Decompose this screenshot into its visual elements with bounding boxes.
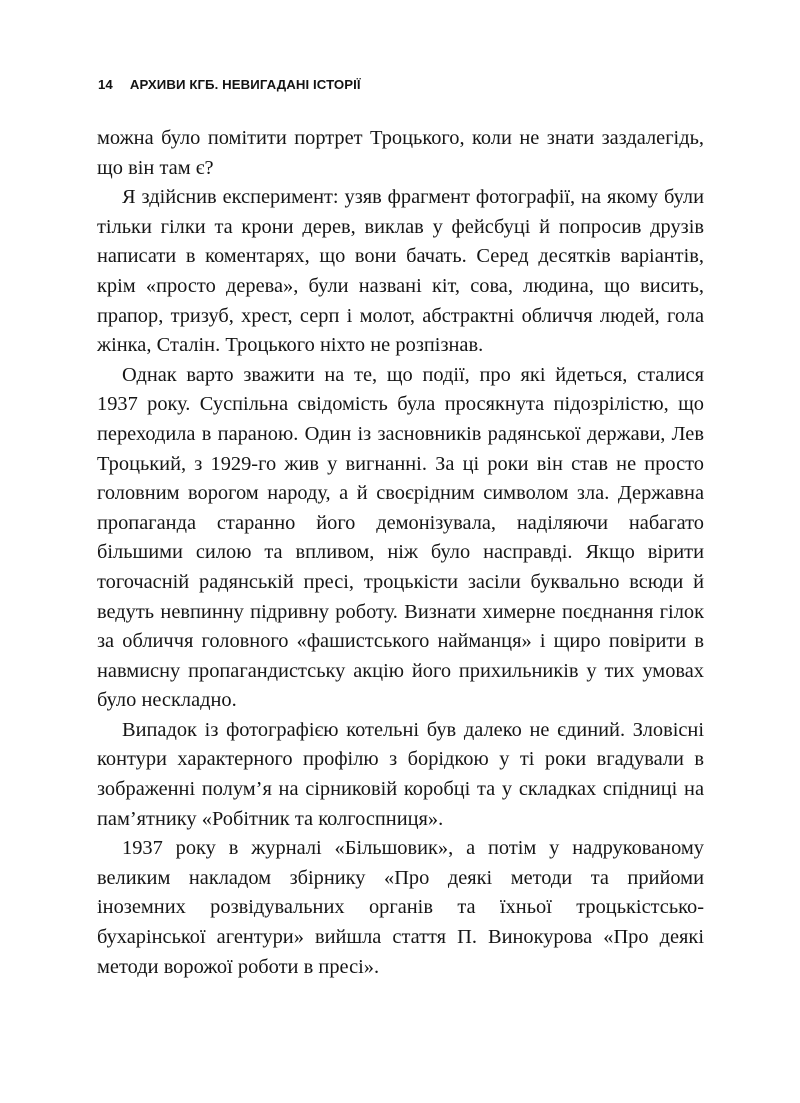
paragraph-continued: можна було помітити портрет Троцького, коли не знати заздалегідь, що він там є? (97, 127, 704, 179)
running-header-title: АРХИВИ КГБ. НЕВИГАДАНІ ІСТОРІЇ (129, 77, 361, 92)
paragraph-experiment: Я здійснив експеримент: узяв фрагмент фотографії, на якому були тільки гілки та крони дерев, виклав у фейсбуці й попросив друзів написати в коментарях, що вони бачать. Серед десятків варіантів, крім «просто дерева», були названі кіт, сова, людина, що висить, прапор, тризуб, хрест, серп і молот, абстрактні обличчя людей, гола жінка, Сталін. Троцького ніхто не розпізнав. (97, 186, 704, 357)
page-number: 14 (98, 77, 113, 92)
body-text-block (97, 124, 704, 982)
running-header (98, 77, 704, 93)
paragraph-kotelnia: Випадок із фотографією котельні був далеко не єдиний. Зловісні контури характерного профілю з борідкою у ті роки вгадували в зображенні полум’я на сірниковій коробці та у складках спідниці на пам’ятнику «Робітник та колгоспниця». (97, 718, 704, 830)
paragraph-1937-context: Однак варто зважити на те, що події, про які йдеться, сталися 1937 року. Суспільна свідомість була просякнута підозрілістю, що переходила в параною. Один із засновників радянської держави, Лев Троцький, з 1929-го жив у вигнанні. За ці роки він став не просто головним ворогом народу, а й своєрідним символом зла. Державна пропаганда старанно його демонізувала, наділяючи набагато більшими силою та впливом, ніж було насправді. Якщо вірити тогочасній радянській пресі, троцькісти засіли буквально всюди й ведуть невпинну підривну роботу. Визнати химерне поєднання гілок за обличчя головного «фашистського найманця» і щиро повірити в навмисну пропагандистську акцію його прихильників у тих умовах було нескладно. (97, 363, 704, 712)
paragraph-bilshovyk: 1937 року в журналі «Більшовик», а потім у надрукованому великим накладом збірнику «Про деякі методи та прийоми іноземних розвідувальних органів та їхньої троцькістсько-бухарінської агентури» вийшла стаття П. Винокурова «Про деякі методи ворожої роботи в пресі». (97, 837, 704, 978)
